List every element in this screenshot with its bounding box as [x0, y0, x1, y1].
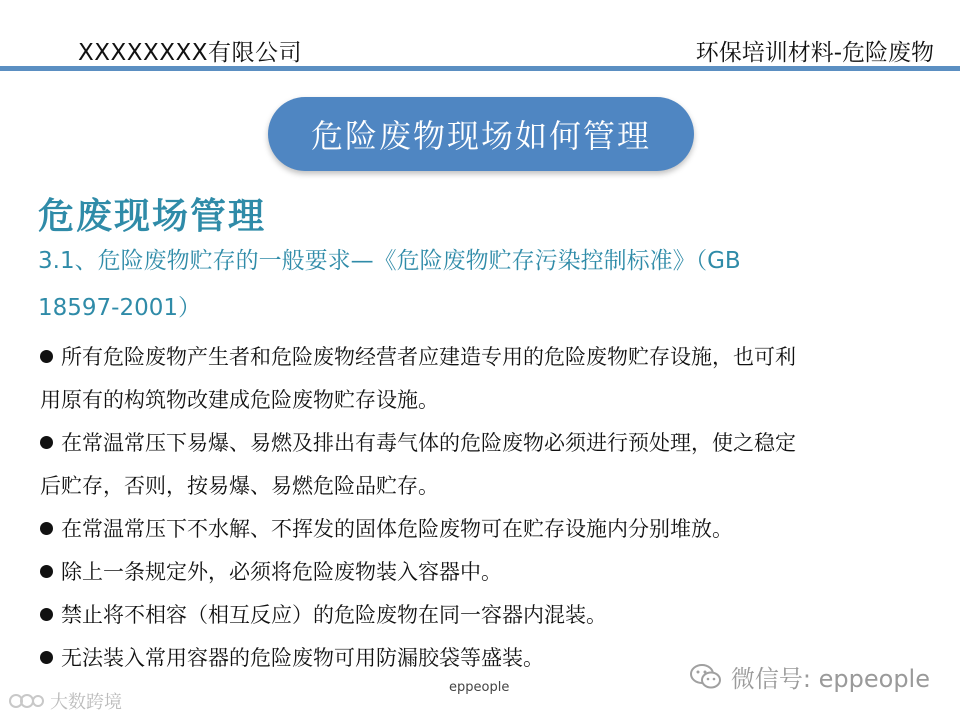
bullet-text: 无法装入常用容器的危险废物可用防漏胶袋等盛装。 — [61, 646, 544, 670]
bullet-text-cont: 后贮存，否则，按易爆、易燃危险品贮存。 — [40, 474, 439, 498]
bullet-text-cont: 用原有的构筑物改建成危险废物贮存设施。 — [40, 388, 439, 412]
bullet-text: 除上一条规定外，必须将危险废物装入容器中。 — [61, 560, 502, 584]
section-title: 危废现场管理 — [38, 196, 267, 237]
source-watermark-text: 大数跨境 — [50, 692, 122, 713]
bullet-item — [40, 422, 920, 508]
wechat-watermark — [689, 659, 930, 694]
standard-line-1: 3.1、危险废物贮存的一般要求—《危险废物贮存污染控制标准》（GB — [38, 248, 741, 274]
header-divider — [0, 66, 960, 71]
wechat-id-text: 微信号: eppeople — [730, 665, 930, 693]
bullet-dot-icon — [40, 436, 53, 449]
standard-line-2: 18597-2001） — [38, 295, 201, 321]
bullet-item — [40, 508, 920, 551]
bullet-list — [40, 336, 920, 680]
bullet-text: 禁止将不相容（相互反应）的危险废物在同一容器内混装。 — [61, 603, 607, 627]
bullet-dot-icon — [40, 651, 53, 664]
bullet-item — [40, 551, 920, 594]
wechat-icon — [689, 662, 723, 692]
bullet-item — [40, 336, 920, 422]
slide-title: 危险废物现场如何管理 — [310, 117, 651, 155]
document-subject: 环保培训材料-危险废物 — [695, 40, 934, 66]
center-watermark: eppeople — [449, 680, 510, 695]
bullet-dot-icon — [40, 608, 53, 621]
bullet-dot-icon — [40, 522, 53, 535]
bullet-dot-icon — [40, 565, 53, 578]
bullet-text: 在常温常压下易爆、易燃及排出有毒气体的危险废物必须进行预处理，使之稳定 — [61, 431, 796, 455]
company-name: XXXXXXXX有限公司 — [78, 40, 303, 66]
bullet-item — [40, 594, 920, 637]
bullet-text: 在常温常压下不水解、不挥发的固体危险废物可在贮存设施内分别堆放。 — [61, 517, 733, 541]
brand-logo-icon — [8, 690, 44, 712]
slide-title-pill — [268, 97, 694, 171]
source-watermark — [8, 688, 122, 714]
bullet-text: 所有危险废物产生者和危险废物经营者应建造专用的危险废物贮存设施，也可利 — [61, 345, 796, 369]
bullet-dot-icon — [40, 350, 53, 363]
